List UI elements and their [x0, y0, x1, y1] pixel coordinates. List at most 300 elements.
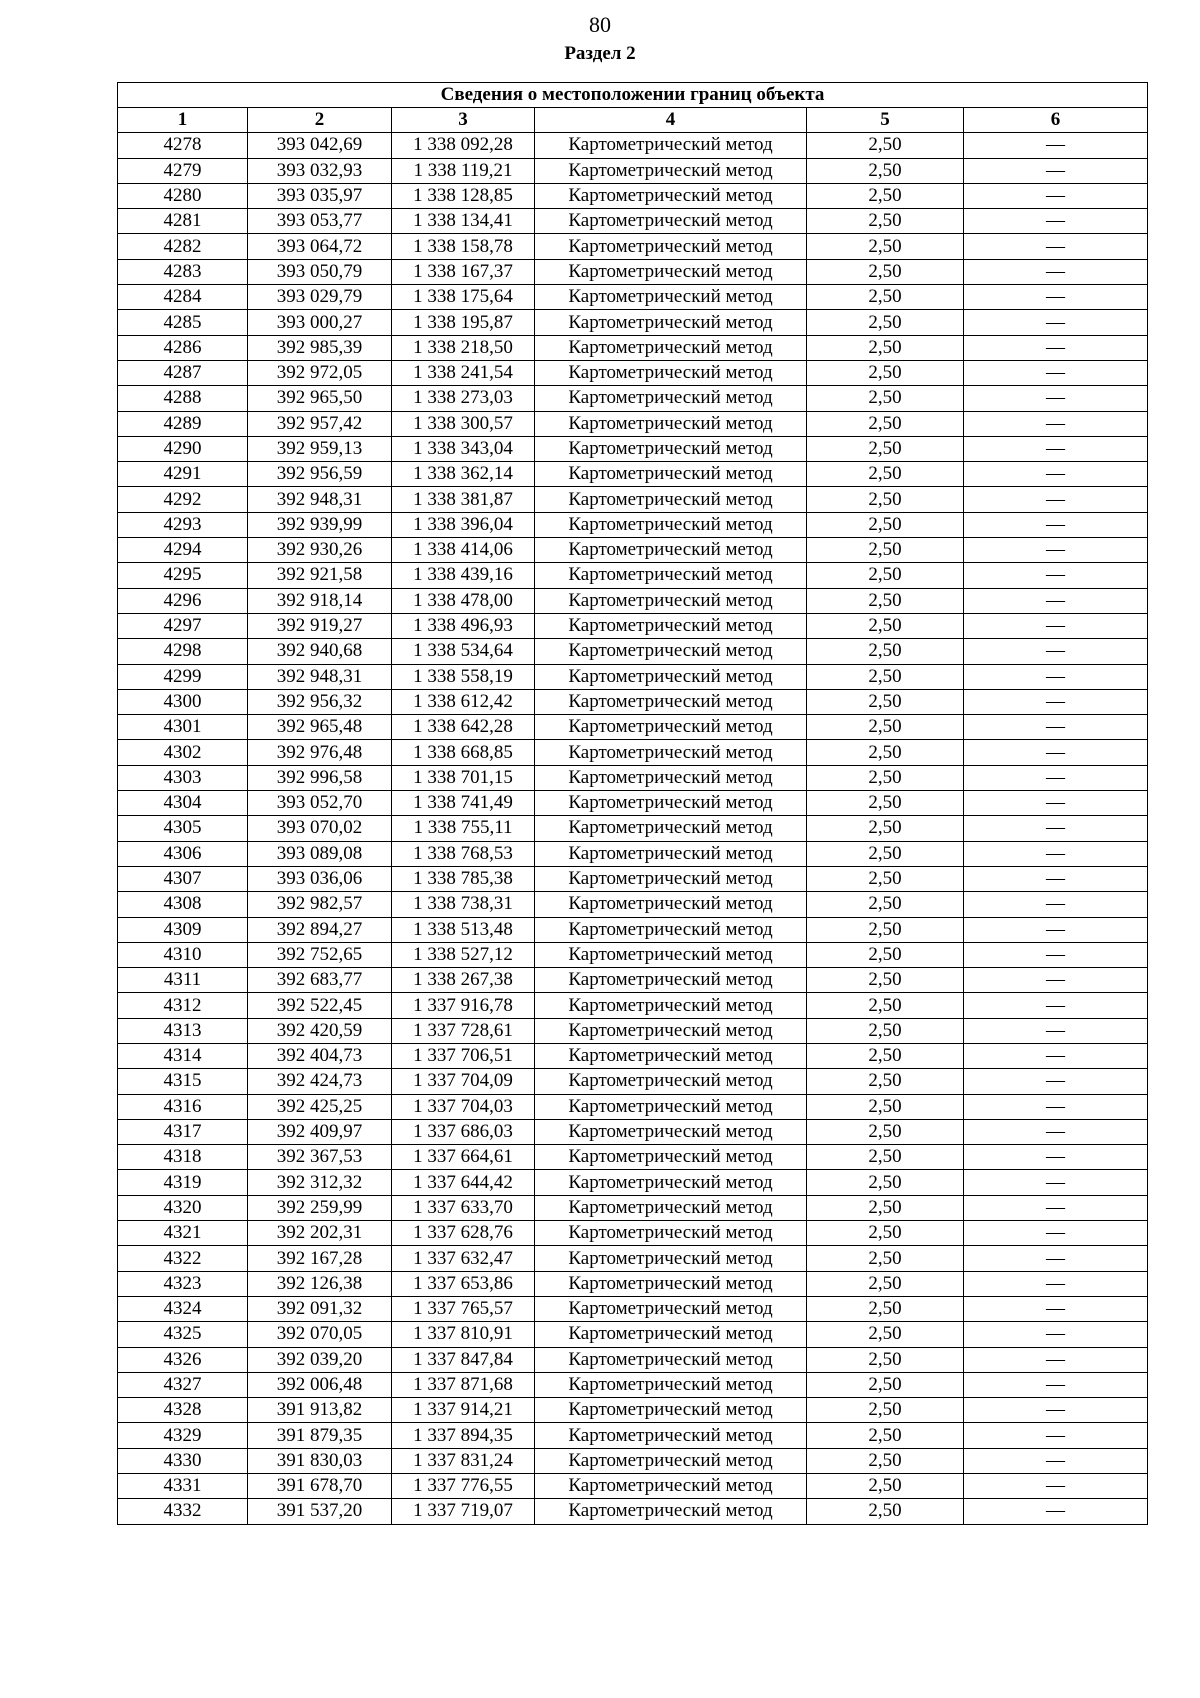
- cell-method: Картометрический метод: [535, 1221, 807, 1246]
- cell-point-number: 4320: [118, 1195, 248, 1220]
- table-row: [118, 436, 1148, 461]
- cell-accuracy: 2,50: [807, 715, 964, 740]
- cell-note: —: [964, 1499, 1148, 1524]
- cell-note: —: [964, 487, 1148, 512]
- cell-accuracy: 2,50: [807, 1448, 964, 1473]
- cell-note: —: [964, 411, 1148, 436]
- cell-coordinate-x: 392 921,58: [248, 563, 392, 588]
- cell-point-number: 4312: [118, 993, 248, 1018]
- cell-method: Картометрический метод: [535, 1474, 807, 1499]
- cell-coordinate-y: 1 337 644,42: [392, 1170, 535, 1195]
- cell-coordinate-x: 393 070,02: [248, 816, 392, 841]
- table-row: [118, 360, 1148, 385]
- cell-point-number: 4328: [118, 1398, 248, 1423]
- cell-point-number: 4307: [118, 866, 248, 891]
- cell-accuracy: 2,50: [807, 841, 964, 866]
- cell-note: —: [964, 310, 1148, 335]
- cell-coordinate-x: 392 985,39: [248, 335, 392, 360]
- cell-method: Картометрический метод: [535, 1423, 807, 1448]
- cell-accuracy: 2,50: [807, 1322, 964, 1347]
- cell-method: Картометрический метод: [535, 183, 807, 208]
- cell-note: —: [964, 234, 1148, 259]
- cell-coordinate-y: 1 337 628,76: [392, 1221, 535, 1246]
- cell-point-number: 4313: [118, 1018, 248, 1043]
- cell-method: Картометрический метод: [535, 664, 807, 689]
- cell-point-number: 4301: [118, 715, 248, 740]
- cell-coordinate-y: 1 337 706,51: [392, 1043, 535, 1068]
- cell-point-number: 4326: [118, 1347, 248, 1372]
- cell-point-number: 4305: [118, 816, 248, 841]
- cell-note: —: [964, 1043, 1148, 1068]
- cell-coordinate-x: 393 053,77: [248, 209, 392, 234]
- cell-note: —: [964, 1018, 1148, 1043]
- cell-coordinate-y: 1 338 362,14: [392, 462, 535, 487]
- table-row: [118, 1271, 1148, 1296]
- cell-note: —: [964, 866, 1148, 891]
- cell-point-number: 4308: [118, 892, 248, 917]
- cell-note: —: [964, 765, 1148, 790]
- cell-point-number: 4295: [118, 563, 248, 588]
- coordinates-table: [117, 82, 1148, 1525]
- cell-accuracy: 2,50: [807, 538, 964, 563]
- cell-method: Картометрический метод: [535, 1499, 807, 1524]
- cell-accuracy: 2,50: [807, 386, 964, 411]
- cell-note: —: [964, 209, 1148, 234]
- cell-accuracy: 2,50: [807, 1271, 964, 1296]
- cell-coordinate-y: 1 338 558,19: [392, 664, 535, 689]
- cell-point-number: 4287: [118, 360, 248, 385]
- cell-coordinate-y: 1 337 728,61: [392, 1018, 535, 1043]
- cell-note: —: [964, 968, 1148, 993]
- cell-coordinate-y: 1 337 847,84: [392, 1347, 535, 1372]
- cell-coordinate-x: 392 409,97: [248, 1119, 392, 1144]
- cell-coordinate-y: 1 338 241,54: [392, 360, 535, 385]
- cell-accuracy: 2,50: [807, 512, 964, 537]
- table-row: [118, 563, 1148, 588]
- cell-method: Картометрический метод: [535, 1043, 807, 1068]
- cell-accuracy: 2,50: [807, 1195, 964, 1220]
- cell-coordinate-x: 392 956,59: [248, 462, 392, 487]
- cell-note: —: [964, 740, 1148, 765]
- cell-coordinate-y: 1 338 642,28: [392, 715, 535, 740]
- cell-accuracy: 2,50: [807, 158, 964, 183]
- table-row: [118, 133, 1148, 158]
- cell-note: —: [964, 1322, 1148, 1347]
- table-row: [118, 1347, 1148, 1372]
- cell-accuracy: 2,50: [807, 664, 964, 689]
- cell-accuracy: 2,50: [807, 1018, 964, 1043]
- table-row: [118, 664, 1148, 689]
- cell-coordinate-y: 1 338 414,06: [392, 538, 535, 563]
- cell-coordinate-y: 1 338 534,64: [392, 639, 535, 664]
- cell-note: —: [964, 436, 1148, 461]
- cell-point-number: 4319: [118, 1170, 248, 1195]
- cell-point-number: 4288: [118, 386, 248, 411]
- table-row: [118, 942, 1148, 967]
- table-row: [118, 209, 1148, 234]
- cell-note: —: [964, 816, 1148, 841]
- cell-coordinate-y: 1 337 686,03: [392, 1119, 535, 1144]
- cell-coordinate-y: 1 338 158,78: [392, 234, 535, 259]
- cell-accuracy: 2,50: [807, 487, 964, 512]
- table-caption: Сведения о местоположении границ объекта: [118, 83, 1148, 108]
- cell-accuracy: 2,50: [807, 1499, 964, 1524]
- cell-coordinate-x: 391 913,82: [248, 1398, 392, 1423]
- cell-method: Картометрический метод: [535, 1322, 807, 1347]
- table-row: [118, 1423, 1148, 1448]
- table-row: [118, 765, 1148, 790]
- cell-method: Картометрический метод: [535, 791, 807, 816]
- cell-coordinate-x: 391 537,20: [248, 1499, 392, 1524]
- cell-coordinate-y: 1 338 668,85: [392, 740, 535, 765]
- cell-accuracy: 2,50: [807, 765, 964, 790]
- cell-coordinate-x: 392 976,48: [248, 740, 392, 765]
- cell-method: Картометрический метод: [535, 740, 807, 765]
- cell-point-number: 4330: [118, 1448, 248, 1473]
- cell-coordinate-y: 1 338 119,21: [392, 158, 535, 183]
- cell-coordinate-x: 392 070,05: [248, 1322, 392, 1347]
- cell-note: —: [964, 639, 1148, 664]
- table-row: [118, 1474, 1148, 1499]
- table-row: [118, 791, 1148, 816]
- cell-method: Картометрический метод: [535, 310, 807, 335]
- cell-coordinate-y: 1 337 719,07: [392, 1499, 535, 1524]
- page-number: 80: [589, 12, 611, 37]
- cell-method: Картометрический метод: [535, 1195, 807, 1220]
- cell-note: —: [964, 664, 1148, 689]
- cell-point-number: 4285: [118, 310, 248, 335]
- cell-coordinate-x: 391 879,35: [248, 1423, 392, 1448]
- cell-method: Картометрический метод: [535, 1347, 807, 1372]
- table-row: [118, 1246, 1148, 1271]
- cell-note: —: [964, 386, 1148, 411]
- cell-accuracy: 2,50: [807, 968, 964, 993]
- cell-coordinate-y: 1 338 701,15: [392, 765, 535, 790]
- cell-point-number: 4322: [118, 1246, 248, 1271]
- cell-accuracy: 2,50: [807, 259, 964, 284]
- cell-coordinate-x: 392 126,38: [248, 1271, 392, 1296]
- cell-accuracy: 2,50: [807, 436, 964, 461]
- cell-method: Картометрический метод: [535, 613, 807, 638]
- cell-coordinate-x: 392 404,73: [248, 1043, 392, 1068]
- cell-accuracy: 2,50: [807, 310, 964, 335]
- cell-note: —: [964, 917, 1148, 942]
- table-row: [118, 1221, 1148, 1246]
- cell-method: Картометрический метод: [535, 816, 807, 841]
- cell-method: Картометрический метод: [535, 689, 807, 714]
- cell-coordinate-x: 392 948,31: [248, 487, 392, 512]
- cell-point-number: 4303: [118, 765, 248, 790]
- cell-method: Картометрический метод: [535, 1296, 807, 1321]
- table-row: [118, 1145, 1148, 1170]
- table-row: [118, 588, 1148, 613]
- cell-accuracy: 2,50: [807, 613, 964, 638]
- cell-accuracy: 2,50: [807, 1221, 964, 1246]
- cell-coordinate-y: 1 338 267,38: [392, 968, 535, 993]
- cell-coordinate-y: 1 337 664,61: [392, 1145, 535, 1170]
- cell-coordinate-y: 1 338 167,37: [392, 259, 535, 284]
- cell-coordinate-x: 392 948,31: [248, 664, 392, 689]
- cell-coordinate-x: 392 039,20: [248, 1347, 392, 1372]
- cell-note: —: [964, 335, 1148, 360]
- cell-coordinate-y: 1 337 765,57: [392, 1296, 535, 1321]
- table-row: [118, 183, 1148, 208]
- cell-coordinate-x: 393 032,93: [248, 158, 392, 183]
- cell-coordinate-x: 393 050,79: [248, 259, 392, 284]
- cell-point-number: 4294: [118, 538, 248, 563]
- cell-coordinate-x: 392 420,59: [248, 1018, 392, 1043]
- cell-accuracy: 2,50: [807, 335, 964, 360]
- cell-coordinate-y: 1 337 871,68: [392, 1372, 535, 1397]
- cell-coordinate-y: 1 338 273,03: [392, 386, 535, 411]
- table-row: [118, 841, 1148, 866]
- cell-coordinate-x: 392 683,77: [248, 968, 392, 993]
- cell-accuracy: 2,50: [807, 1119, 964, 1144]
- cell-point-number: 4282: [118, 234, 248, 259]
- cell-point-number: 4306: [118, 841, 248, 866]
- table-row: [118, 892, 1148, 917]
- table-row: [118, 386, 1148, 411]
- table-row: [118, 1372, 1148, 1397]
- cell-coordinate-x: 391 830,03: [248, 1448, 392, 1473]
- cell-accuracy: 2,50: [807, 1246, 964, 1271]
- cell-point-number: 4281: [118, 209, 248, 234]
- cell-accuracy: 2,50: [807, 411, 964, 436]
- cell-note: —: [964, 1296, 1148, 1321]
- cell-note: —: [964, 613, 1148, 638]
- cell-note: —: [964, 1195, 1148, 1220]
- cell-accuracy: 2,50: [807, 993, 964, 1018]
- cell-method: Картометрический метод: [535, 639, 807, 664]
- cell-coordinate-x: 392 167,28: [248, 1246, 392, 1271]
- table-row: [118, 1296, 1148, 1321]
- cell-coordinate-x: 392 982,57: [248, 892, 392, 917]
- cell-coordinate-x: 393 036,06: [248, 866, 392, 891]
- cell-method: Картометрический метод: [535, 1398, 807, 1423]
- cell-coordinate-x: 392 930,26: [248, 538, 392, 563]
- cell-point-number: 4329: [118, 1423, 248, 1448]
- cell-accuracy: 2,50: [807, 689, 964, 714]
- cell-coordinate-x: 392 919,27: [248, 613, 392, 638]
- cell-coordinate-x: 393 042,69: [248, 133, 392, 158]
- cell-accuracy: 2,50: [807, 360, 964, 385]
- cell-point-number: 4317: [118, 1119, 248, 1144]
- cell-note: —: [964, 1474, 1148, 1499]
- cell-accuracy: 2,50: [807, 1094, 964, 1119]
- cell-coordinate-y: 1 338 439,16: [392, 563, 535, 588]
- cell-method: Картометрический метод: [535, 1069, 807, 1094]
- cell-accuracy: 2,50: [807, 791, 964, 816]
- cell-method: Картометрический метод: [535, 1448, 807, 1473]
- cell-coordinate-x: 392 940,68: [248, 639, 392, 664]
- cell-point-number: 4323: [118, 1271, 248, 1296]
- cell-point-number: 4280: [118, 183, 248, 208]
- cell-point-number: 4318: [118, 1145, 248, 1170]
- cell-coordinate-y: 1 338 381,87: [392, 487, 535, 512]
- table-row: [118, 234, 1148, 259]
- cell-coordinate-x: 393 052,70: [248, 791, 392, 816]
- cell-accuracy: 2,50: [807, 892, 964, 917]
- table-row: [118, 512, 1148, 537]
- cell-note: —: [964, 689, 1148, 714]
- cell-accuracy: 2,50: [807, 866, 964, 891]
- table-row: [118, 1170, 1148, 1195]
- cell-accuracy: 2,50: [807, 1474, 964, 1499]
- table-row: [118, 689, 1148, 714]
- cell-coordinate-y: 1 338 527,12: [392, 942, 535, 967]
- cell-accuracy: 2,50: [807, 1170, 964, 1195]
- cell-note: —: [964, 1170, 1148, 1195]
- cell-coordinate-y: 1 337 633,70: [392, 1195, 535, 1220]
- cell-coordinate-x: 393 064,72: [248, 234, 392, 259]
- cell-note: —: [964, 1246, 1148, 1271]
- table-row: [118, 1448, 1148, 1473]
- table-row: [118, 816, 1148, 841]
- table-row: [118, 1322, 1148, 1347]
- cell-method: Картометрический метод: [535, 411, 807, 436]
- cell-point-number: 4316: [118, 1094, 248, 1119]
- cell-point-number: 4315: [118, 1069, 248, 1094]
- cell-coordinate-y: 1 338 195,87: [392, 310, 535, 335]
- cell-coordinate-y: 1 337 776,55: [392, 1474, 535, 1499]
- table-row: [118, 1043, 1148, 1068]
- cell-coordinate-y: 1 338 768,53: [392, 841, 535, 866]
- table-body: [118, 133, 1148, 1524]
- cell-coordinate-x: 392 006,48: [248, 1372, 392, 1397]
- cell-method: Картометрический метод: [535, 841, 807, 866]
- table-row: [118, 1195, 1148, 1220]
- cell-note: —: [964, 563, 1148, 588]
- cell-coordinate-y: 1 337 810,91: [392, 1322, 535, 1347]
- cell-coordinate-y: 1 338 343,04: [392, 436, 535, 461]
- table-row: [118, 917, 1148, 942]
- cell-accuracy: 2,50: [807, 285, 964, 310]
- cell-note: —: [964, 1119, 1148, 1144]
- cell-accuracy: 2,50: [807, 183, 964, 208]
- cell-coordinate-y: 1 338 755,11: [392, 816, 535, 841]
- cell-coordinate-y: 1 338 396,04: [392, 512, 535, 537]
- cell-coordinate-y: 1 338 513,48: [392, 917, 535, 942]
- cell-note: —: [964, 538, 1148, 563]
- cell-coordinate-x: 393 000,27: [248, 310, 392, 335]
- cell-accuracy: 2,50: [807, 1296, 964, 1321]
- table-row: [118, 538, 1148, 563]
- cell-accuracy: 2,50: [807, 1347, 964, 1372]
- cell-coordinate-x: 392 522,45: [248, 993, 392, 1018]
- cell-accuracy: 2,50: [807, 1398, 964, 1423]
- cell-note: —: [964, 841, 1148, 866]
- cell-coordinate-y: 1 338 741,49: [392, 791, 535, 816]
- cell-coordinate-y: 1 338 218,50: [392, 335, 535, 360]
- cell-method: Картометрический метод: [535, 512, 807, 537]
- cell-method: Картометрический метод: [535, 1271, 807, 1296]
- cell-accuracy: 2,50: [807, 563, 964, 588]
- cell-point-number: 4304: [118, 791, 248, 816]
- cell-coordinate-x: 392 202,31: [248, 1221, 392, 1246]
- column-header: 5: [807, 108, 964, 133]
- cell-accuracy: 2,50: [807, 917, 964, 942]
- cell-coordinate-x: 392 996,58: [248, 765, 392, 790]
- cell-method: Картометрический метод: [535, 285, 807, 310]
- cell-note: —: [964, 158, 1148, 183]
- cell-point-number: 4298: [118, 639, 248, 664]
- cell-point-number: 4293: [118, 512, 248, 537]
- table-row: [118, 310, 1148, 335]
- cell-method: Картометрический метод: [535, 942, 807, 967]
- cell-coordinate-x: 392 959,13: [248, 436, 392, 461]
- cell-note: —: [964, 1145, 1148, 1170]
- table-row: [118, 866, 1148, 891]
- cell-method: Картометрический метод: [535, 487, 807, 512]
- cell-accuracy: 2,50: [807, 740, 964, 765]
- cell-method: Картометрический метод: [535, 892, 807, 917]
- cell-method: Картометрический метод: [535, 917, 807, 942]
- cell-method: Картометрический метод: [535, 968, 807, 993]
- table-row: [118, 285, 1148, 310]
- column-header: 2: [248, 108, 392, 133]
- cell-coordinate-y: 1 338 612,42: [392, 689, 535, 714]
- cell-point-number: 4309: [118, 917, 248, 942]
- cell-note: —: [964, 183, 1148, 208]
- cell-coordinate-x: 392 367,53: [248, 1145, 392, 1170]
- table-row: [118, 158, 1148, 183]
- cell-accuracy: 2,50: [807, 1423, 964, 1448]
- cell-coordinate-x: 392 425,25: [248, 1094, 392, 1119]
- column-header: 4: [535, 108, 807, 133]
- cell-coordinate-x: 392 957,42: [248, 411, 392, 436]
- cell-point-number: 4331: [118, 1474, 248, 1499]
- cell-point-number: 4324: [118, 1296, 248, 1321]
- cell-method: Картометрический метод: [535, 1094, 807, 1119]
- cell-note: —: [964, 285, 1148, 310]
- cell-accuracy: 2,50: [807, 588, 964, 613]
- cell-accuracy: 2,50: [807, 133, 964, 158]
- cell-point-number: 4314: [118, 1043, 248, 1068]
- cell-accuracy: 2,50: [807, 942, 964, 967]
- cell-note: —: [964, 1423, 1148, 1448]
- table-row: [118, 613, 1148, 638]
- cell-note: —: [964, 259, 1148, 284]
- cell-point-number: 4283: [118, 259, 248, 284]
- cell-method: Картометрический метод: [535, 588, 807, 613]
- cell-method: Картометрический метод: [535, 1246, 807, 1271]
- section-title: Раздел 2: [564, 43, 636, 64]
- cell-method: Картометрический метод: [535, 386, 807, 411]
- cell-coordinate-y: 1 337 894,35: [392, 1423, 535, 1448]
- cell-method: Картометрический метод: [535, 259, 807, 284]
- cell-coordinate-x: 392 424,73: [248, 1069, 392, 1094]
- cell-point-number: 4286: [118, 335, 248, 360]
- cell-method: Картометрический метод: [535, 715, 807, 740]
- cell-point-number: 4289: [118, 411, 248, 436]
- cell-coordinate-y: 1 338 300,57: [392, 411, 535, 436]
- cell-coordinate-x: 392 918,14: [248, 588, 392, 613]
- cell-method: Картометрический метод: [535, 765, 807, 790]
- cell-coordinate-x: 393 089,08: [248, 841, 392, 866]
- cell-accuracy: 2,50: [807, 209, 964, 234]
- cell-method: Картометрический метод: [535, 133, 807, 158]
- column-header: 6: [964, 108, 1148, 133]
- cell-coordinate-x: 392 752,65: [248, 942, 392, 967]
- table-row: [118, 1094, 1148, 1119]
- cell-note: —: [964, 588, 1148, 613]
- table-row: [118, 993, 1148, 1018]
- cell-coordinate-y: 1 337 704,09: [392, 1069, 535, 1094]
- cell-method: Картометрический метод: [535, 993, 807, 1018]
- table-row: [118, 715, 1148, 740]
- cell-method: Картометрический метод: [535, 538, 807, 563]
- table-row: [118, 639, 1148, 664]
